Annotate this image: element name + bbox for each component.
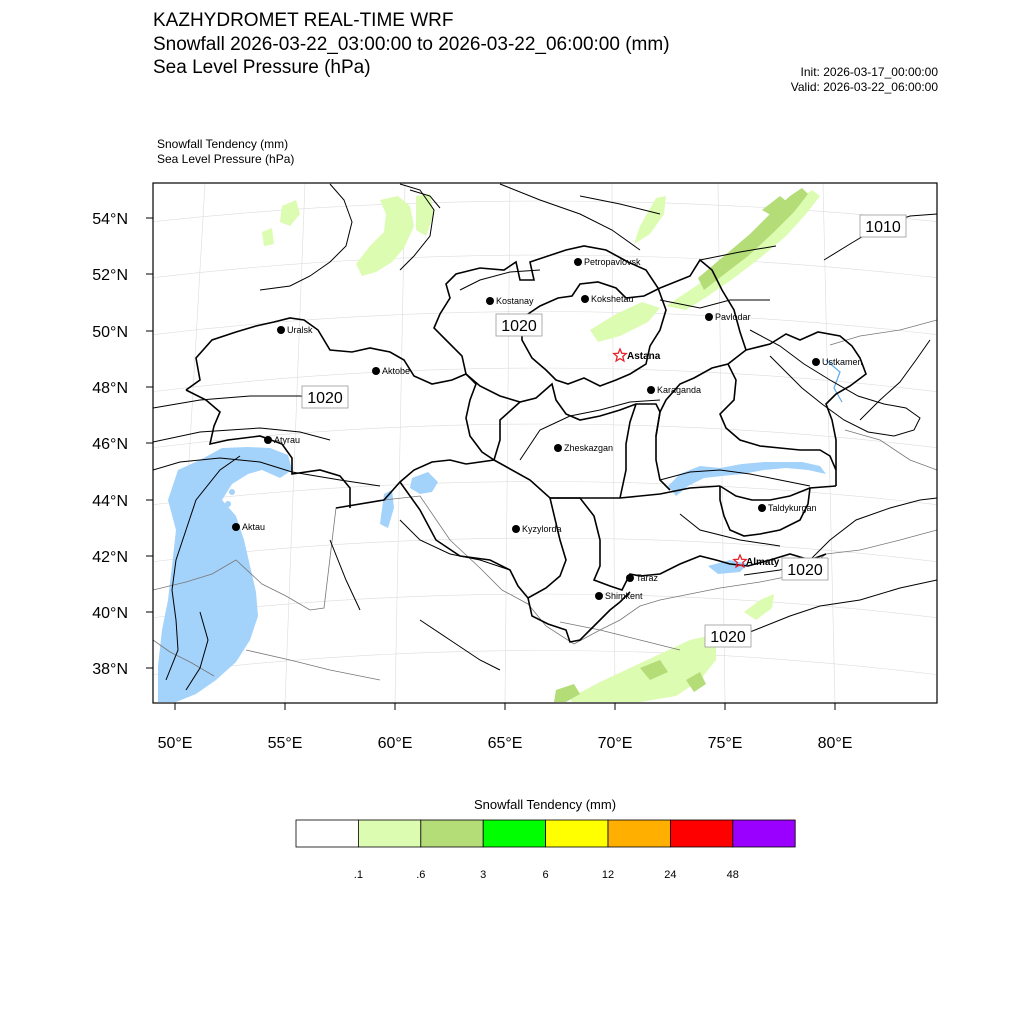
lon-label: 75°E (707, 735, 743, 752)
city-dot (232, 523, 240, 531)
city-label: Taldykurgan (768, 503, 817, 513)
city-label: Aktau (242, 522, 266, 532)
isobar-labels (302, 215, 906, 647)
city-label: Taraz (636, 573, 659, 583)
lon-labels (158, 735, 853, 752)
lon-label: 60°E (377, 735, 413, 752)
city-dot (705, 313, 713, 321)
isobar-label: 1020 (710, 629, 746, 646)
valid-time: Valid: 2026-03-22_06:00:00 (790, 80, 938, 94)
city-dot (595, 592, 603, 600)
colorbar-label: 3 (480, 869, 487, 881)
colorbar-title: Snowfall Tendency (mm) (473, 797, 617, 812)
city-label: Uralsk (287, 325, 313, 335)
city-label: Shimkent (605, 591, 643, 601)
colorbar-swatch (421, 820, 483, 847)
city-label: Karaganda (657, 385, 702, 395)
city-label: Ustkamen (822, 357, 863, 367)
isobar-label: 1020 (307, 390, 343, 407)
colorbar-swatch (608, 820, 670, 847)
city-dot (486, 297, 494, 305)
lon-label: 55°E (267, 735, 303, 752)
city-label: Aktobe (382, 366, 411, 376)
init-time: Init: 2026-03-17_00:00:00 (800, 65, 938, 79)
colorbar (296, 820, 795, 847)
subtitle-line-2: Sea Level Pressure (hPa) (157, 152, 295, 166)
kapchagay-reservoir (708, 560, 748, 574)
lat-label: 42°N (92, 549, 128, 566)
isobar-label: 1020 (501, 318, 537, 335)
title-line-1: KAZHYDROMET REAL-TIME WRF (153, 10, 454, 31)
colorbar-swatch (483, 820, 545, 847)
city-dot (512, 525, 520, 533)
city-label: Kokshetau (591, 294, 634, 304)
lat-label: 40°N (92, 605, 128, 622)
city-dot (554, 444, 562, 452)
colorbar-swatch (546, 820, 608, 847)
city-dot (812, 358, 820, 366)
lat-label: 50°N (92, 324, 128, 341)
city-dot (264, 436, 272, 444)
lat-labels (92, 211, 128, 678)
colorbar-labels (354, 869, 739, 881)
colorbar-swatch (358, 820, 420, 847)
city-markers (232, 257, 863, 601)
colorbar-swatch (670, 820, 732, 847)
lat-label: 38°N (92, 661, 128, 678)
title-line-3: Sea Level Pressure (hPa) (153, 57, 371, 78)
colorbar-label: 6 (542, 869, 549, 881)
caspian-sea (158, 447, 292, 702)
city-label: Zheskazgan (564, 443, 614, 453)
city-dot (647, 386, 655, 394)
colorbar-swatch (296, 820, 358, 847)
star-icon (614, 349, 626, 361)
subtitle-line-1: Snowfall Tendency (mm) (157, 137, 289, 151)
city-dot (626, 574, 634, 582)
city-label: Almaty (746, 557, 780, 568)
colorbar-label: .6 (416, 869, 426, 881)
city-dot (277, 326, 285, 334)
colorbar-label: 12 (601, 869, 615, 881)
lon-label: 65°E (487, 735, 523, 752)
city-label: Kostanay (496, 296, 534, 306)
city-dot (581, 295, 589, 303)
lat-label: 54°N (92, 211, 128, 228)
city-label: Astana (627, 351, 661, 362)
lon-label: 50°E (157, 735, 193, 752)
colorbar-label: 48 (726, 869, 739, 881)
city-dot (758, 504, 766, 512)
lat-label: 52°N (92, 267, 128, 284)
lat-label: 48°N (92, 380, 128, 397)
colorbar-label: 24 (664, 869, 677, 881)
isobar-label: 1020 (787, 562, 823, 579)
isobar-label: 1010 (865, 219, 901, 236)
lon-label: 80°E (817, 735, 853, 752)
aral-sea (410, 472, 438, 494)
city-dot (372, 367, 380, 375)
colorbar-swatch (733, 820, 795, 847)
city-label: Petropavlovsk (584, 257, 641, 267)
colorbar-label: .1 (353, 869, 363, 881)
lon-label: 70°E (597, 735, 633, 752)
city-dot (574, 258, 582, 266)
lat-label: 44°N (92, 493, 128, 510)
lat-label: 46°N (92, 436, 128, 453)
city-label: Kyzylorda (522, 524, 562, 534)
city-label: Pavlodar (715, 312, 751, 322)
title-line-2: Snowfall 2026-03-22_03:00:00 to 2026-03-22_06:00:00 (mm) (153, 34, 670, 55)
city-label: Atyrau (274, 435, 301, 445)
